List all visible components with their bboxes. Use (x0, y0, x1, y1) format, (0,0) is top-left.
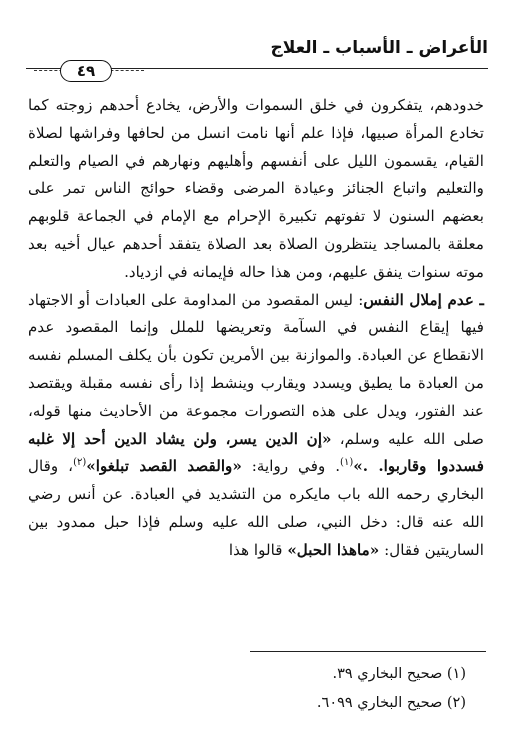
page-number-ornament (34, 60, 144, 82)
hadith-quote-2: «والقصد القصد تبلغوا» (86, 457, 242, 476)
paragraph-2-text-b: . وفي رواية: (241, 457, 341, 476)
page-header (24, 38, 488, 62)
paragraph-2-text-d: قالوا هذا (228, 540, 288, 559)
paragraph-1: خدودهم، يتفكرون في خلق السموات والأرض، يخادع أحدهم زوجته كما تخادع المرأة صبيها، فإذا علم أنها نامت انسل من لحافها وفراشها لصلاة القيام، يقسمون الليل على أنفسهم وأهليهم ونهارهم في الصيام والتعلم والتعليم واتباع الجنائز وعيادة المرضى وقضاء حوائج الناس تمر على بعضهم السنون لا تفوتهم تكبيرة الإحرام مع الإمام في الجماعة قلوبهم معلقة بالمساجد ينتظرون الصلاة بعد الصلاة يتفقد أحدهم عيال أخيه بعد موته سنوات ينفق عليهم، ومن هذا حاله فإيمانه في ازدياد. (28, 96, 484, 281)
section-heading: ـ عدم إملال النفس (363, 290, 484, 309)
paragraph-2-text-a: : ليس المقصود من المداومة على العبادات أو الاجتهاد فيها إيقاع النفس في السآمة وتعريضها للملل وإنما المقصود عدم الانقطاع عن العبادة. والموازنة بين الأمرين تكون بأن يكلف المسلم نفسه من العبادة ما يطيق ويسدد ويقارب وينشط إذا رأى نفسه مقبلة ويقتصد عند الفتور، ويدل على هذه التصورات مجموعة من الأحاديث منها قوله، صلى الله عليه وسلم، (28, 290, 484, 448)
footnotes (166, 660, 466, 718)
paragraph-2-text-c: ، وقال البخاري رحمه الله باب مايكره من التشديد في العبادة. عن أنس رضي الله عنه قال: دخل النبي، صلى الله عليه وسلم فإذا حبل ممدود بين الساريتين فقال: (28, 457, 484, 559)
hadith-quote-3: «ماهذا الحبل» (287, 540, 380, 559)
paragraph-2 (28, 287, 484, 565)
footnote-ref-2[interactable]: (٢) (73, 457, 87, 469)
page-number: ٤٩ (60, 60, 112, 82)
footnote-rule (250, 651, 486, 652)
footnote-ref-1[interactable]: (١) (340, 457, 354, 469)
running-title: الأعراض ـ الأسباب ـ العلاج (270, 38, 488, 58)
footnote-2: (٢) صحيح البخاري ٦٠٩٩. (316, 695, 466, 711)
footnote-1: (١) صحيح البخاري ٣٩. (332, 666, 466, 682)
hadith-quote-1: «إن الدين يسر، ولن يشاد الدين أحد إلا غلبه فسددوا وقاربوا. .» (28, 429, 484, 476)
body-text (28, 92, 484, 565)
